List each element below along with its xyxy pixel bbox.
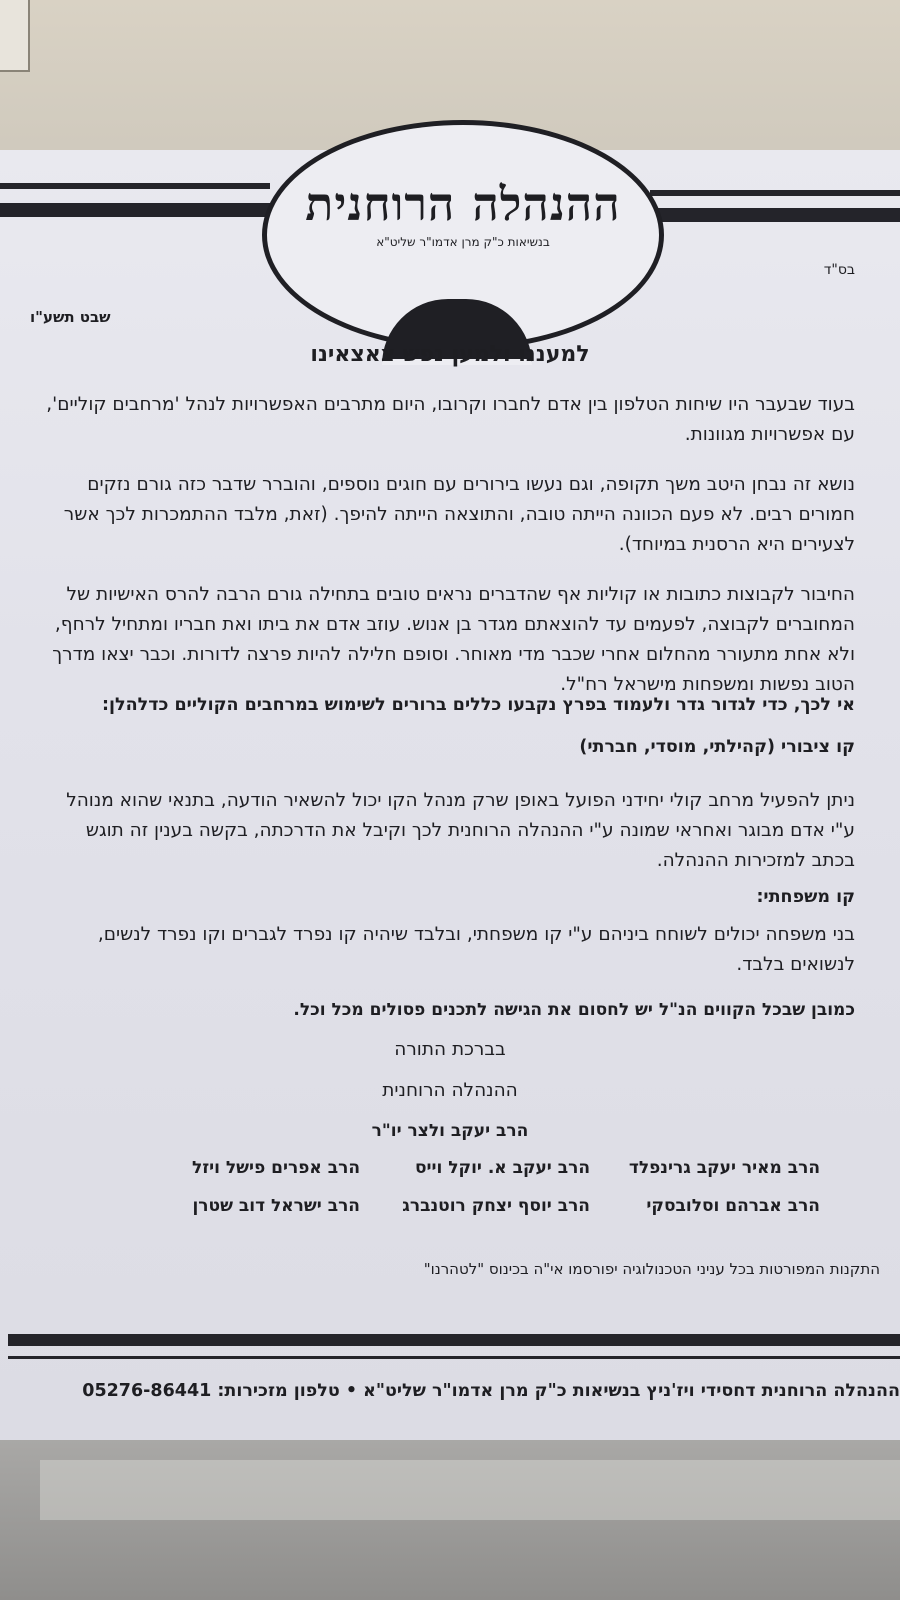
family-line-heading: קו משפחתי: (756, 887, 855, 907)
signoff-org: ההנהלה הרוחנית (382, 1080, 518, 1101)
header-band-thick-right (650, 208, 900, 222)
public-line-text: ניתן להפעיל מרחב קולי יחידני הפועל באופן שרק מנהל הקו יכול להשאיר הודעה, בתנאי שהוא מנוהל ע"י אדם מבוגר ואחראי שמונה ע"י ההנהלה הרוחנית לכך וקיבל את הדרכתה, בקשה בענין זה תוגש בכתב למזכירות ההנהלה. (66, 790, 855, 871)
paragraph-2: נושא זה נבחן היטב משך תקופה, וגם נעשו בירורים עם חוגים נוספים, והוברר שדבר כזה גורם נזקים חמורים רבים. לא פעם הכוונה הייתה טובה, והתוצאה הייתה להיפך. (זאת, מלבד ההתמכרות לכך אשר לצעירים היא הרסנית במיוחד). (63, 474, 855, 555)
rules-intro: אי לכך, כדי לגדור גדר ולעמוד בפרץ נקבעו כללים ברורים לשימוש במרחבים הקוליים כדלהלן: (102, 695, 855, 715)
footer-band-thin (8, 1356, 900, 1359)
header-band-thin-left (0, 183, 270, 189)
signatories (130, 1158, 820, 1216)
paragraph-3: החיבור לקבוצות כתובות או קוליות אף שהדברים נראים טובים בתחילה גורם הרבה להרס האישיות של המחוברים לקבוצה, לפעמים עד להוצאתם מגדר בן אנוש. עוזב אדם את ביתו ואת חבריו ומתחיל לרחף, ולא אחת מתעורר מהחלום אחרי שכבר מדי מאוחר. וסופם חלילה להיות פרצה לדורות. וכבר יצאו מדרך הטוב נפשות ומשפחות מישראל רח"ל. (52, 584, 855, 695)
signatory-name: הרב אברהם וסלובסקי (646, 1196, 820, 1216)
signatory-name: הרב יעקב א. יוקל וייס (414, 1158, 590, 1178)
blessing: בברכת התורה (394, 1039, 506, 1060)
footnote: התקנות המפורטות בכל עניני הטכנולוגיה יפורסמו אי"ה בכינוס "לטהרנו" (423, 1260, 880, 1278)
bsd-mark: בס"ד (823, 262, 855, 278)
document-title: למעננו ולמען נפש צאצאינו (310, 342, 590, 367)
header-band-thick-left (0, 203, 270, 217)
family-line-text: בני משפחה יכולים לשוחח ביניהם ע"י קו משפחתי, ובלבד שיהיה קו נפרד לגברים וקו נפרד לנשים, לנשואים בלבד. (97, 924, 855, 975)
tape-strip (40, 1460, 900, 1520)
letterhead-logo (262, 120, 664, 350)
logo-title: ההנהלה הרוחנית (305, 177, 621, 231)
signatory-name: הרב אפרים פישל ויזל (192, 1158, 360, 1178)
public-line-heading: קו ציבורי (קהילתי, מוסדי, חברתי) (579, 737, 855, 757)
header-band-thin-right (650, 190, 900, 196)
signoff-head: הרב יעקב ולצר יו"ר (371, 1121, 529, 1141)
closing-rule: כמובן שבכל הקווים הנ"ל יש לחסום את הגישה לתכנים פסולים מכל וכל. (293, 1000, 855, 1020)
footer-band-thick (8, 1334, 900, 1346)
logo-subtitle: בנשיאות כ"ק מרן אדמו"ר שליט"א (376, 235, 550, 249)
date: שבט תשע"ו (30, 308, 111, 326)
paragraph-1: בעוד שבעבר היו שיחות הטלפון בין אדם לחברו וקרובו, היום מתרבים האפשרויות לנהל 'מרחבים קוליים', עם אפשרויות מגוונות. (46, 394, 855, 445)
picture-frame-corner (0, 0, 30, 72)
signatory-name: הרב מאיר יעקב גרינפלד (628, 1158, 820, 1178)
signatory-name: הרב ישראל דוב שטרן (192, 1196, 360, 1216)
footer-contact: ההנהלה הרוחנית דחסידי ויז'ניץ בנשיאות כ"ק מרן אדמו"ר שליט"א • טלפון מזכירות: 05276-86441 (82, 1381, 900, 1401)
signatory-name: הרב יוסף יצחק רוטנברג (402, 1196, 590, 1216)
